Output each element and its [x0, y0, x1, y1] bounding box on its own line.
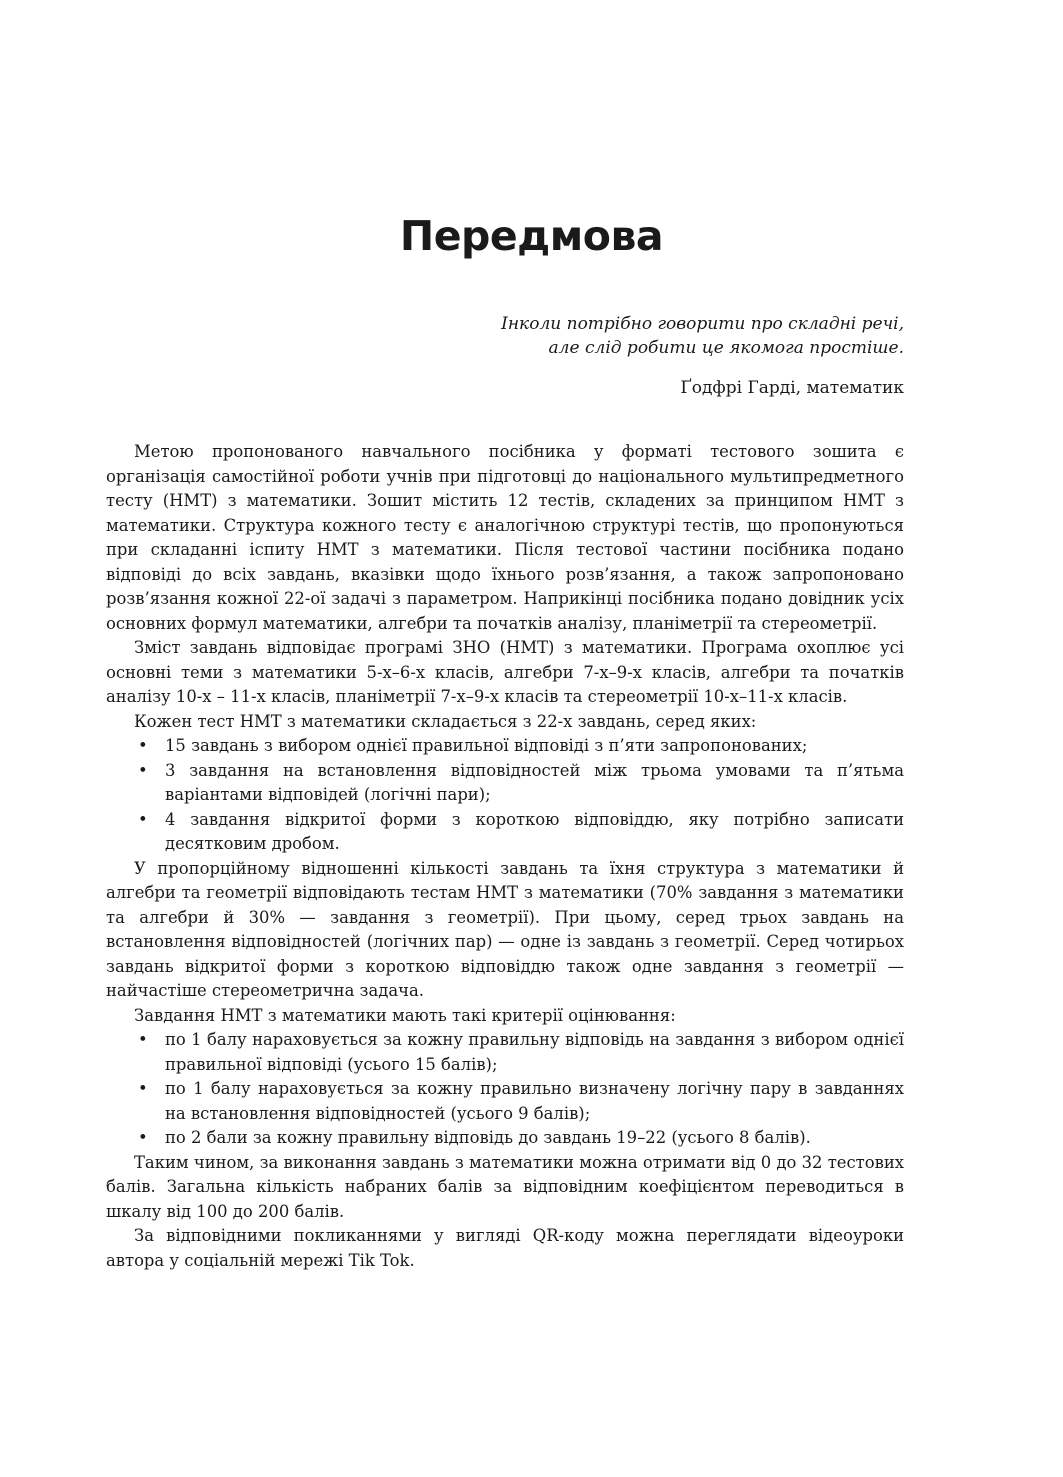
body-text	[106, 440, 904, 1273]
paragraph: Кожен тест НМТ з математики складається з 22-х завдань, серед яких:	[134, 711, 757, 731]
list-item	[106, 808, 904, 857]
list-item-text: по 2 бали за кожну правильну відповідь до завдань 19–22 (усього 8 балів).	[165, 1128, 811, 1147]
paragraph: Зміст завдань відповідає програмі ЗНО (НМТ) з математики. Програма охоплює усі основні теми з математики 5-х–6-х класів, алгебри 7-х–9-х класів, алгебри та початків аналізу 10-х – 11-х класів, планіметрії 7-х–9-х класів та стереометрії 10-х–11-х класів.	[106, 638, 904, 706]
bullet-icon: •	[138, 1128, 148, 1147]
list-item-text: 3 завдання на встановлення відповідностей між трьома умовами та п’ятьма варіантами відповідей (логічні пари);	[165, 760, 904, 804]
test-structure-list	[106, 734, 904, 857]
scoring-criteria-list	[106, 1028, 904, 1151]
bullet-icon: •	[138, 809, 148, 829]
list-item-text: по 1 балу нараховується за кожну правильну відповідь на завдання з вибором однієї правильної відповіді (усього 15 балів);	[165, 1030, 904, 1074]
list-item	[106, 1028, 904, 1077]
paragraph: У пропорційному відношенні кількості завдань та їхня структура з математики й алгебри та геометрії відповідають тестам НМТ з математики (70% завдання з математики та алгебри й 30% — завдання з геометрії). При цьому, серед трьох завдань на встановлення відповідностей (логічних пар) — одне із завдань з геометрії. Серед чотирьох завдань відкритої форми з короткою відповіддю також одне завдання з геометрії — найчастіше стереометрична задача.	[106, 858, 904, 1000]
list-item-text: 4 завдання відкритої форми з короткою відповіддю, яку потрібно записати десятковим дробом.	[165, 809, 904, 853]
paragraph: Завдання НМТ з математики мають такі критерії оцінювання:	[134, 1005, 676, 1025]
bullet-icon: •	[138, 736, 148, 755]
page-title: Передмова	[399, 212, 664, 260]
bullet-icon: •	[138, 1030, 148, 1049]
list-item	[106, 759, 904, 808]
list-item	[106, 734, 904, 759]
paragraph: Таким чином, за виконання завдань з математики можна отримати від 0 до 32 тестових балів. Загальна кількість набраних балів за відповідним коефіцієнтом переводиться в шкалу від 100 до 200 балів.	[106, 1152, 904, 1221]
list-item-text: 15 завдань з вибором однієї правильної відповіді з п’яти запропонованих;	[165, 736, 808, 755]
paragraph: За відповідними покликаннями у вигляді QR-коду можна переглядати відеоуроки автора у соціальній мережі Tik Tok.	[106, 1226, 904, 1270]
list-item-text: по 1 балу нараховується за кожну правильно визначену логічну пару в завданнях на встановлення відповідностей (усього 9 балів);	[165, 1079, 904, 1123]
epigraph-quote: Інколи потрібно говорити про складні речі, але слід робити це якомога простіше.	[501, 314, 904, 358]
paragraph: Метою пропонованого навчального посібника у форматі тестового зошита є організація самостійної роботи учнів при підготовці до національного мультипредметного тесту (НМТ) з математики. Зошит містить 12 тестів, складених за принципом НМТ з математики. Структура кожного тесту є аналогічною структурі тестів, що пропонуються при складанні іспиту НМТ з математики. Після тестової частини посібника подано відповіді до всіх завдань, вказівки щодо їхнього розв’язання, а також запропоновано розв’язання кожної 22-ої задачі з параметром. Наприкінці посібника подано довідник усіх основних формул математики, алгебри та початків аналізу, планіметрії та стереометрії.	[106, 442, 904, 633]
list-item	[106, 1077, 904, 1126]
bullet-icon: •	[138, 760, 148, 780]
bullet-icon: •	[138, 1079, 148, 1098]
list-item	[106, 1126, 904, 1151]
epigraph-author: Ґодфрі Гарді, математик	[680, 378, 904, 398]
